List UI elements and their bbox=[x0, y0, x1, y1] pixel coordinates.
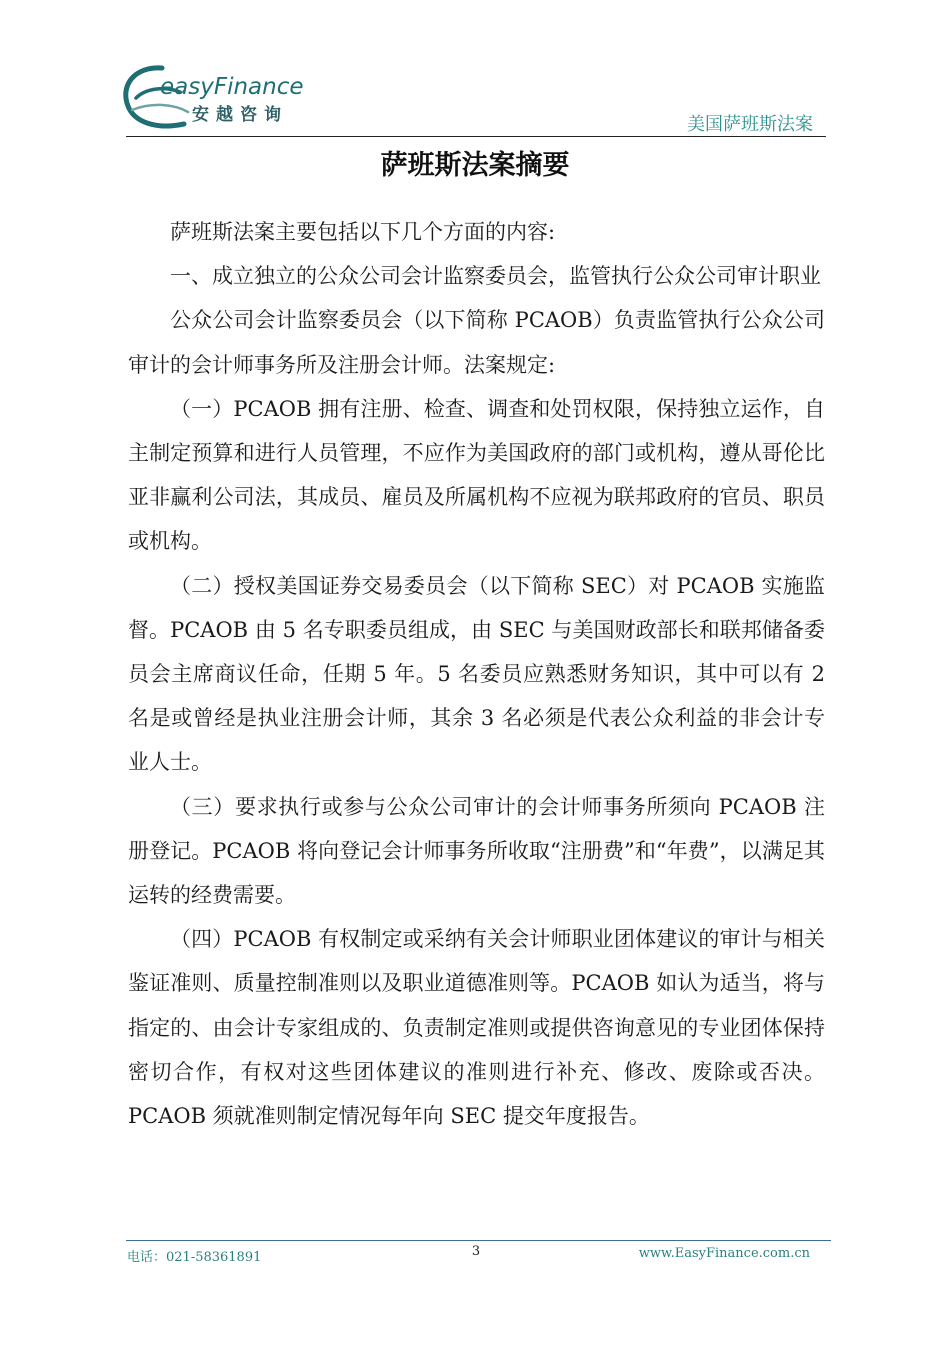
header-document-title: 美国萨班斯法案 bbox=[687, 114, 813, 135]
section-heading: 一、成立独立的公众公司会计监察委员会，监管执行公众公司审计职业 bbox=[170, 264, 821, 289]
header-divider bbox=[126, 136, 826, 137]
page-title: 萨班斯法案摘要 bbox=[380, 150, 570, 181]
clause-paragraph-3: （三）要求执行或参与公众公司审计的会计师事务所须向 PCAOB 注册登记。PCAOB 将向登记会计师事务所收取“注册费”和“年费”，以满足其运转的经费需要。 bbox=[128, 794, 825, 908]
footer-website-link[interactable]: www.EasyFinance.com.cn bbox=[638, 1246, 810, 1261]
footer-divider bbox=[126, 1240, 831, 1241]
clause-paragraph-4: （四）PCAOB 有权制定或采纳有关会计师职业团体建议的审计与相关鉴证准则、质量控制准则以及职业道德准则等。PCAOB 如认为适当，将与指定的、由会计专家组成的、负责制定准则或提供咨询意见的专业团体保持密切合作，有权对这些团体建议的准则进行补充、修改、废除或否决。PCAOB 须就准则制定情况每年向 SEC 提交年度报告。 bbox=[128, 927, 825, 1129]
logo-brand-text: easyFinance bbox=[160, 74, 304, 100]
clause-paragraph-2: （二）授权美国证券交易委员会（以下简称 SEC）对 PCAOB 实施监督。PCAOB 由 5 名专职委员组成，由 SEC 与美国财政部长和联邦储备委员会主席商议任命，任期 5 年。5 名委员应熟悉财务知识，其中可以有 2 名是或曾经是执业注册会计师，其余 3 名必须是代表公众利益的非会计专业人士。 bbox=[128, 573, 825, 775]
page-number: 3 bbox=[471, 1244, 481, 1259]
page-header bbox=[0, 0, 950, 140]
document-body bbox=[128, 210, 825, 1138]
footer-phone: 电话：021-58361891 bbox=[127, 1250, 262, 1265]
body-paragraph: 公众公司会计监察委员会（以下简称 PCAOB）负责监管执行公众公司审计的会计师事务所及注册会计师。法案规定: bbox=[128, 308, 825, 377]
clause-paragraph-1: （一）PCAOB 拥有注册、检查、调查和处罚权限，保持独立运作，自主制定预算和进行人员管理，不应作为美国政府的部门或机构，遵从哥伦比亚非赢利公司法，其成员、雇员及所属机构不应视为联邦政府的官员、职员或机构。 bbox=[128, 396, 825, 554]
logo-chinese-text: 安越咨询 bbox=[192, 105, 288, 125]
easyfinance-logo bbox=[122, 62, 302, 134]
intro-paragraph: 萨班斯法案主要包括以下几个方面的内容: bbox=[170, 220, 556, 244]
